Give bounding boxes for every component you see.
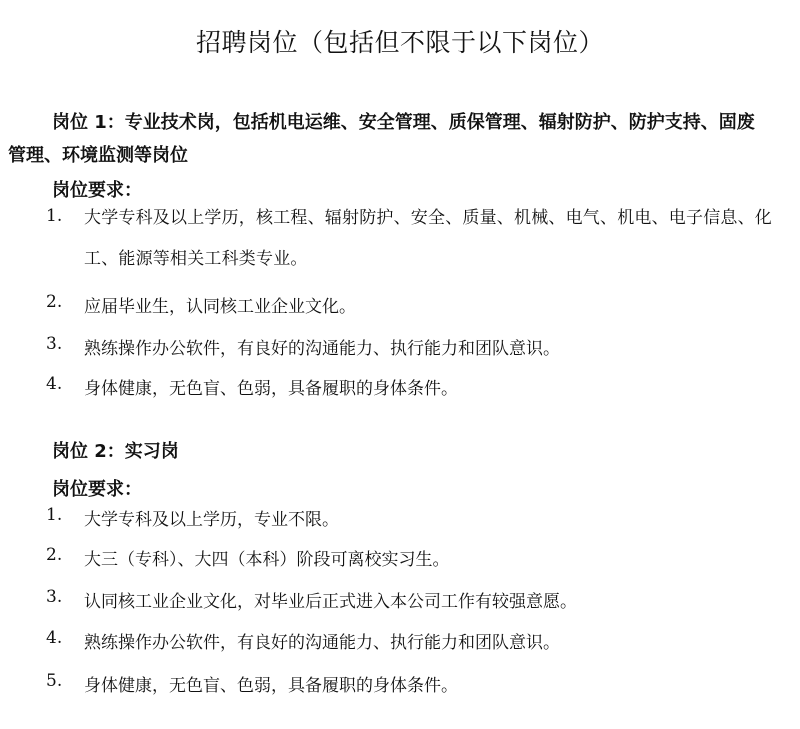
position-2-requirements-label: 岗位要求： xyxy=(52,479,142,500)
item-text: 认同核工业企业文化，对毕业后正式进入本公司工作有较强意愿。 xyxy=(84,592,577,612)
item-text: 应届毕业生，认同核工业企业文化。 xyxy=(84,297,356,317)
item-text: 大三（专科）、大四（本科）阶段可离校实习生。 xyxy=(84,550,450,570)
item-text: 熟练操作办公软件，有良好的沟通能力、执行能力和团队意识。 xyxy=(84,339,560,359)
item-number: 5. xyxy=(46,671,63,691)
position-2-heading: 岗位 2：实习岗 xyxy=(52,441,179,462)
item-text: 大学专科及以上学历，专业不限。 xyxy=(84,510,339,530)
item-text: 身体健康，无色盲、色弱，具备履职的身体条件。 xyxy=(84,676,458,696)
position-1-requirements-label: 岗位要求： xyxy=(52,180,142,201)
item-number: 2. xyxy=(46,292,63,312)
item-number: 1. xyxy=(46,206,63,226)
page-title: 招聘岗位（包括但不限于以下岗位） xyxy=(195,28,604,57)
item-number: 2. xyxy=(46,545,63,565)
item-number: 3. xyxy=(46,334,63,354)
item-text: 身体健康，无色盲、色弱，具备履职的身体条件。 xyxy=(84,379,458,399)
position-1-heading: 岗位 1：专业技术岗，包括机电运维、安全管理、质保管理、辐射防护、防护支持、固废管理、环境监测等岗位 xyxy=(8,112,755,166)
list-item xyxy=(40,206,780,288)
item-number: 4. xyxy=(46,374,63,394)
item-number: 1. xyxy=(46,505,63,525)
item-text: 熟练操作办公软件，有良好的沟通能力、执行能力和团队意识。 xyxy=(84,633,560,653)
item-text: 大学专科及以上学历，核工程、辐射防护、安全、质量、机械、电气、机电、电子信息、化工、能源等相关工科类专业。 xyxy=(84,208,772,269)
item-number: 3. xyxy=(46,587,63,607)
item-number: 4. xyxy=(46,628,63,648)
